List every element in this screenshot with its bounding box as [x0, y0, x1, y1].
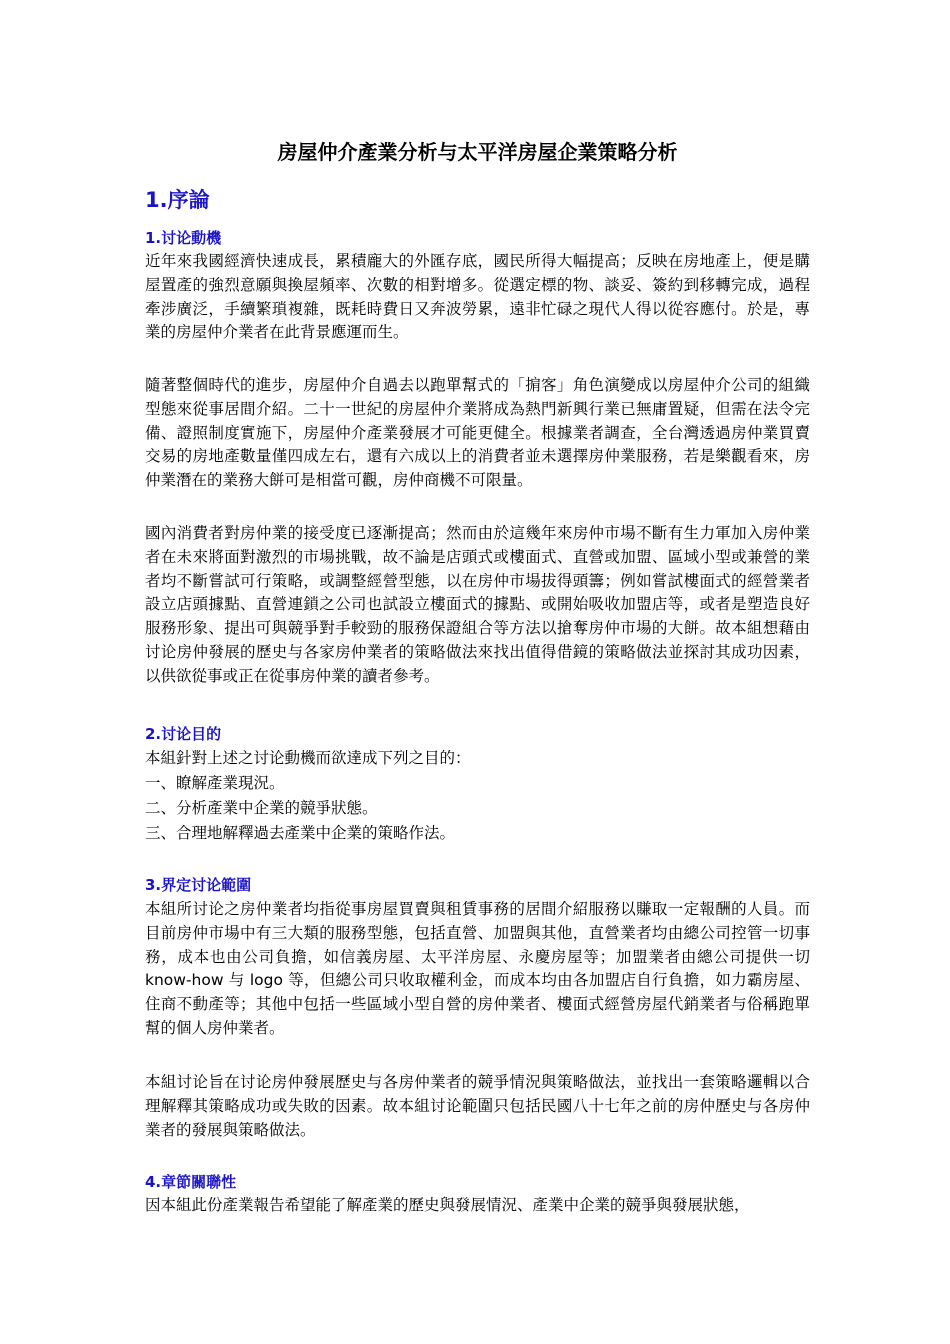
subsection-heading-purpose: 2.讨论目的 — [145, 725, 222, 743]
section-heading-introduction: 1.序論 — [145, 188, 210, 212]
list-item: 三、合理地解釋過去產業中企業的策略作法。 — [145, 824, 456, 842]
subsection-heading-scope: 3.界定讨论範圍 — [145, 876, 252, 894]
list-item: 二、分析產業中企業的競爭狀態。 — [145, 799, 378, 817]
document-title: 房屋仲介產業分析与太平洋房屋企業策略分析 — [277, 140, 678, 164]
purpose-intro: 本組針對上述之讨论動機而欲達成下列之目的： — [145, 749, 471, 767]
list-item: 一、瞭解產業現況。 — [145, 774, 285, 792]
subsection-heading-motivation: 1.讨论動機 — [145, 229, 222, 247]
paragraph: 國內消費者對房仲業的接受度已逐漸提高；然而由於這幾年來房仲市場不斷有生力軍加入房仲業者在未來將面對激烈的市場挑戰，故不論是店頭式或樓面式、直營或加盟、區域小型或兼營的業者均不斷嘗試可行策略，或調整經營型態，以在房仲市場拔得頭籌；例如嘗試樓面式的經營業者設立店頭據點、直營連鎖之公司也試設立樓面式的據點、或開始吸收加盟店等，或者是塑造良好服務形象、提出可與競爭對手較勁的服務保證組合等方法以搶奪房仲市場的大餅。故本組想藉由讨论房仲發展的歷史与各家房仲業者的策略做法來找出值得借鏡的策略做法並探討其成功因素，以供欲從事或正在從事房仲業的讀者參考。 — [145, 524, 810, 685]
paragraph: 因本組此份產業報告希望能了解產業的歷史與發展情況、產業中企業的競爭與發展狀態， — [145, 1196, 750, 1214]
paragraph: 本組所讨论之房仲業者均指從事房屋買賣與租賃事務的居間介紹服務以賺取一定報酬的人員。而目前房仲市場中有三大類的服務型態，包括直營、加盟與其他，直營業者均由總公司控管一切事務，成本也由公司負擔，如信義房屋、太平洋房屋、永慶房屋等；加盟業者由總公司提供一切 know-how 与 logo 等，但總公司只收取權利金，而成本均由各加盟店自行負擔，如力霸房屋、住商不動產等；其他中包括一些區域小型自營的房仲業者、樓面式經營房屋代銷業者与俗稱跑單幫的個人房仲業者。 — [145, 900, 810, 1037]
paragraph: 隨著整個時代的進步，房屋仲介自過去以跑單幫式的「掮客」角色演變成以房屋仲介公司的組織型態來從事居間介紹。二十一世紀的房屋仲介業將成為熱門新興行業已無庸置疑，但需在法令完備、證照制度實施下，房屋仲介產業發展才可能更健全。根據業者調查，全台灣透過房仲業買賣交易的房地產數量僅四成左右，還有六成以上的消費者並未選擇房仲業服務，若是樂觀看來，房仲業潛在的業務大餅可是相當可觀，房仲商機不可限量。 — [145, 376, 810, 490]
subsection-heading-chapter-relations: 4.章節關聯性 — [145, 1173, 237, 1191]
paragraph: 近年來我國經濟快速成長，累積龐大的外匯存底，國民所得大幅提高；反映在房地產上，便是購屋置產的強烈意願與換屋頻率、次數的相對增多。從選定標的物、談妥、簽約到移轉完成，過程牽涉廣泛，手續繁瑣複雜，既耗時費日又奔波勞累，遠非忙碌之現代人得以從容應付。於是，專業的房屋仲介業者在此背景應運而生。 — [145, 252, 810, 342]
paragraph: 本組讨论旨在讨论房仲發展歷史与各房仲業者的競爭情況與策略做法，並找出一套策略邏輯以合理解釋其策略成功或失敗的因素。故本組讨论範圍只包括民國八十七年之前的房仲歷史与各房仲業者的發展與策略做法。 — [145, 1073, 810, 1139]
